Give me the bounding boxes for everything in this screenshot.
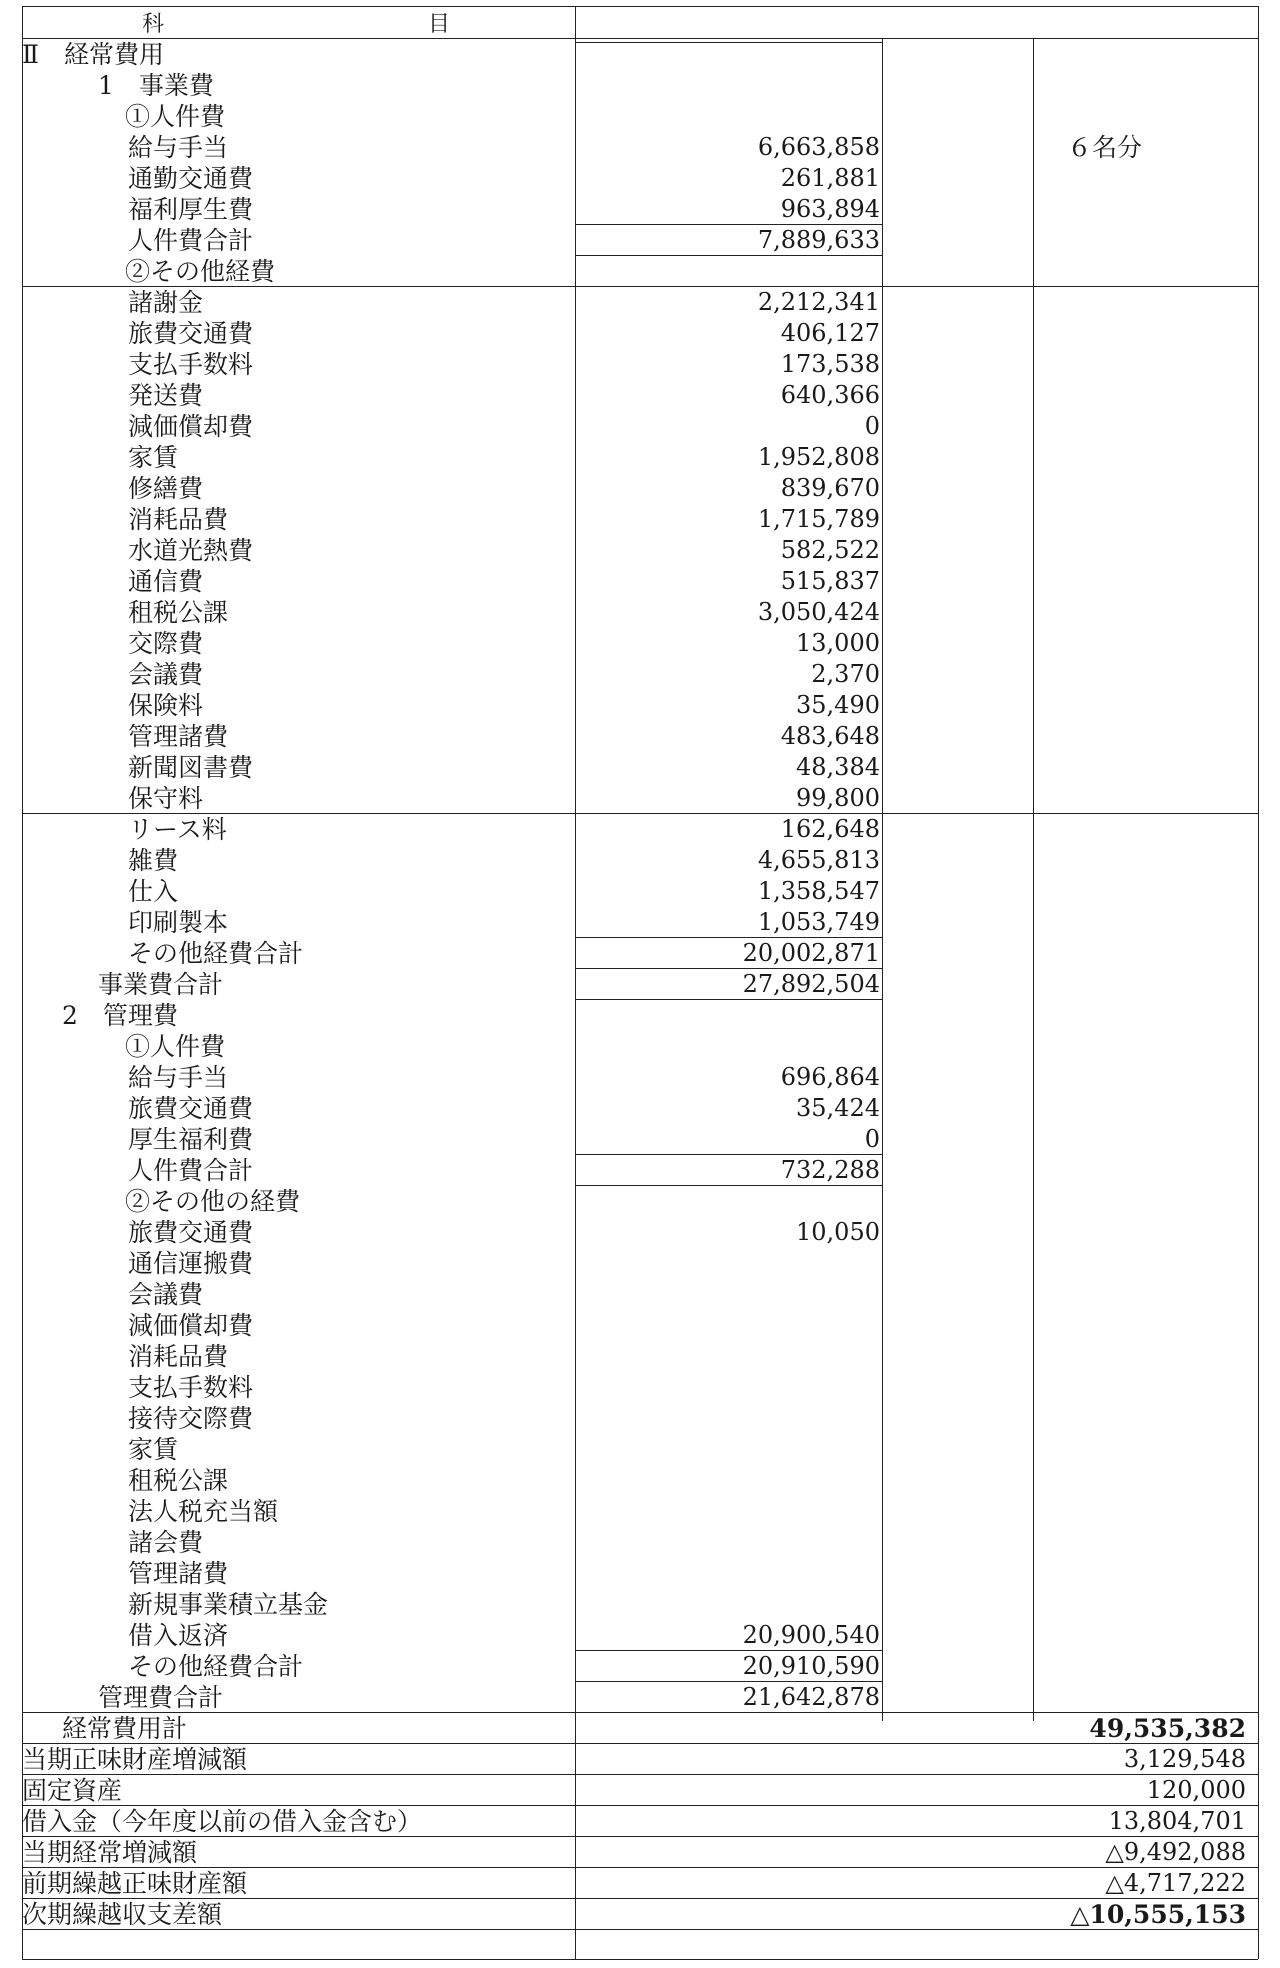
row-value: 2,370: [811, 660, 880, 688]
row-value: 7,889,633: [757, 226, 880, 254]
table-row: [22, 1465, 1258, 1496]
row-label: 消耗品費: [128, 505, 229, 534]
header-subject-1: 科: [142, 12, 165, 37]
row-label: 法人税充当額: [128, 1497, 279, 1526]
row-value: 0: [864, 1125, 880, 1153]
row-label: 通信運搬費: [128, 1249, 254, 1278]
row-label: 旅費交通費: [128, 1218, 254, 1247]
table-row: [22, 1310, 1258, 1341]
row-value: 21,642,878: [742, 1683, 880, 1711]
row-value: 1,715,789: [757, 505, 880, 533]
row-label: ①人件費: [125, 1032, 226, 1061]
table-row: [22, 1341, 1258, 1372]
row-total: 120,000: [1146, 1776, 1246, 1804]
row-label: 管理諸費: [128, 722, 229, 751]
row-label: 通勤交通費: [128, 164, 254, 193]
row-total: △9,492,088: [1105, 1838, 1246, 1866]
row-value: 27,892,504: [742, 970, 880, 998]
row-total: △4,717,222: [1105, 1869, 1246, 1897]
row-total: 13,804,701: [1108, 1807, 1246, 1835]
row-value: 640,366: [780, 381, 880, 409]
row-label: 修繕費: [128, 474, 204, 503]
table-row: [22, 535, 1258, 566]
table-row: [22, 1713, 1258, 1744]
row-label: 固定資産: [22, 1776, 123, 1805]
row-label: 租税公課: [128, 598, 229, 627]
row-label: 減価償却費: [128, 412, 254, 441]
row-label: 会議費: [128, 660, 204, 689]
row-label: 会議費: [128, 1280, 204, 1309]
table-row: [22, 256, 1258, 287]
row-value: 4,655,813: [757, 846, 880, 874]
table-row: [22, 1186, 1258, 1217]
row-label: 消耗品費: [128, 1342, 229, 1371]
row-total: 3,129,548: [1123, 1745, 1246, 1773]
row-value: 48,384: [796, 753, 880, 781]
row-label: ②その他経費: [125, 257, 276, 286]
header-subject-2: 目: [428, 12, 451, 37]
table-row: [22, 380, 1258, 411]
row-value: 839,670: [780, 474, 880, 502]
row-label: 旅費交通費: [128, 319, 254, 348]
table-row: [22, 752, 1258, 783]
table-row: [22, 39, 1258, 70]
row-label: 給与手当: [128, 133, 229, 162]
row-value: 1,358,547: [757, 877, 880, 905]
row-label: 人件費合計: [128, 226, 254, 255]
row-value: 20,900,540: [742, 1621, 880, 1649]
row-label: 次期繰越収支差額: [22, 1900, 223, 1929]
table-row: [22, 163, 1258, 194]
row-value: 6,663,858: [757, 133, 880, 161]
table-row: [22, 1868, 1258, 1899]
row-value: 582,522: [780, 536, 880, 564]
table-row: [22, 566, 1258, 597]
row-label: 租税公課: [128, 1466, 229, 1495]
row-value: 13,000: [796, 629, 880, 657]
expense-table: [22, 6, 1258, 1959]
row-label: リース料: [128, 815, 227, 844]
table-row: [22, 938, 1258, 969]
row-label: 借入金（今年度以前の借入金含む）: [22, 1807, 423, 1836]
row-total: △10,555,153: [1070, 1900, 1246, 1929]
table-right-border: [1258, 6, 1259, 1959]
table-row: [22, 1124, 1258, 1155]
table-row: [22, 411, 1258, 442]
row-label: 経常費用計: [62, 1714, 188, 1743]
row-label: 諸会費: [128, 1528, 204, 1557]
row-label: 給与手当: [128, 1063, 229, 1092]
table-row: [22, 225, 1258, 256]
table-row: [22, 1620, 1258, 1651]
row-label: 1 事業費: [98, 71, 214, 100]
table-row: [22, 1589, 1258, 1620]
row-value: 35,424: [796, 1094, 880, 1122]
row-value: 696,864: [780, 1063, 880, 1091]
table-row: [22, 659, 1258, 690]
table-row: [22, 1434, 1258, 1465]
table-row: [22, 814, 1258, 845]
row-label: 家賃: [128, 1435, 179, 1464]
row-label: 交際費: [128, 629, 204, 658]
table-row: [22, 1217, 1258, 1248]
row-value: 10,050: [796, 1218, 880, 1246]
table-row: [22, 1899, 1258, 1930]
row-label: 支払手数料: [128, 350, 254, 379]
row-label: 前期繰越正味財産額: [22, 1869, 248, 1898]
table-row: [22, 442, 1258, 473]
table-row: [22, 1093, 1258, 1124]
table-row: [22, 1031, 1258, 1062]
row-value: 483,648: [780, 722, 880, 750]
table-row: [22, 907, 1258, 938]
table-row: [22, 1155, 1258, 1186]
row-label: ①人件費: [125, 102, 226, 131]
row-label: その他経費合計: [128, 939, 304, 968]
table-row: [22, 101, 1258, 132]
row-label: ②その他の経費: [125, 1187, 301, 1216]
table-row: [22, 318, 1258, 349]
table-row: [22, 70, 1258, 101]
table-row: [22, 1062, 1258, 1093]
row-note: ６名分: [1067, 133, 1143, 162]
table-row: [22, 690, 1258, 721]
row-total: 49,535,382: [1089, 1714, 1246, 1743]
row-value: 162,648: [780, 815, 880, 843]
row-label: 接待交際費: [128, 1404, 254, 1433]
row-label: 厚生福利費: [128, 1125, 254, 1154]
row-label: 仕入: [128, 877, 179, 906]
table-bottom-border: [22, 1959, 1258, 1960]
table-row: [22, 1248, 1258, 1279]
table-row: [22, 1837, 1258, 1868]
table-row: [22, 1806, 1258, 1837]
row-label: 借入返済: [128, 1621, 229, 1650]
row-value: 173,538: [780, 350, 880, 378]
table-row: [22, 194, 1258, 225]
row-label: Ⅱ 経常費用: [22, 40, 164, 69]
row-label: 支払手数料: [128, 1373, 254, 1402]
row-label: 当期正味財産増減額: [22, 1745, 248, 1774]
row-value: 515,837: [780, 567, 880, 595]
row-label: 人件費合計: [128, 1156, 254, 1185]
row-value: 99,800: [796, 784, 880, 812]
table-row: [22, 1000, 1258, 1031]
row-label: 減価償却費: [128, 1311, 254, 1340]
row-label: 旅費交通費: [128, 1094, 254, 1123]
table-row: [22, 1744, 1258, 1775]
row-value: 963,894: [780, 195, 880, 223]
row-label: 新規事業積立基金: [128, 1590, 329, 1619]
row-label: 水道光熱費: [128, 536, 254, 565]
row-value: 732,288: [780, 1156, 880, 1184]
row-label: 当期経常増減額: [22, 1838, 198, 1867]
row-label: 福利厚生費: [128, 195, 254, 224]
table-row: [22, 1651, 1258, 1682]
table-row: [22, 969, 1258, 1000]
table-row: [22, 783, 1258, 814]
table-row: [22, 132, 1258, 163]
table-row: [22, 1403, 1258, 1434]
row-label: 印刷製本: [128, 908, 229, 937]
row-value: 20,910,590: [742, 1652, 880, 1680]
row-label: 2 管理費: [62, 1001, 178, 1030]
row-value: 1,952,808: [757, 443, 880, 471]
table-row: [22, 1682, 1258, 1713]
table-row: [22, 876, 1258, 907]
table-row: [22, 628, 1258, 659]
row-label: 管理費合計: [98, 1683, 224, 1712]
row-label: 管理諸費: [128, 1559, 229, 1588]
table-row: [22, 1527, 1258, 1558]
row-value: 261,881: [780, 164, 880, 192]
table-row: [22, 504, 1258, 535]
row-label: 新聞図書費: [128, 753, 254, 782]
table-row: [22, 1279, 1258, 1310]
table-row: [22, 721, 1258, 752]
table-row: [22, 1496, 1258, 1527]
row-value: 20,002,871: [742, 939, 880, 967]
row-label: 通信費: [128, 567, 204, 596]
row-value: 35,490: [796, 691, 880, 719]
table-top-border: [22, 6, 1258, 7]
row-value: 3,050,424: [757, 598, 880, 626]
table-row: [22, 597, 1258, 628]
row-label: 事業費合計: [98, 970, 224, 999]
row-value: 0: [864, 412, 880, 440]
row-label: 保険料: [128, 691, 204, 720]
table-row: [22, 845, 1258, 876]
row-value: 406,127: [780, 319, 880, 347]
row-label: 家賃: [128, 443, 179, 472]
table-row: [22, 1372, 1258, 1403]
row-label: 諸謝金: [128, 288, 204, 317]
row-label: 雑費: [128, 846, 179, 875]
table-row: [22, 1775, 1258, 1806]
row-label: その他経費合計: [128, 1652, 304, 1681]
table-row: [22, 287, 1258, 318]
row-value: 1,053,749: [757, 908, 880, 936]
table-row: [22, 1558, 1258, 1589]
row-label: 保守料: [128, 784, 204, 813]
table-row: [22, 473, 1258, 504]
table-row: [22, 349, 1258, 380]
row-label: 発送費: [128, 381, 204, 410]
row-value: 2,212,341: [757, 288, 880, 316]
